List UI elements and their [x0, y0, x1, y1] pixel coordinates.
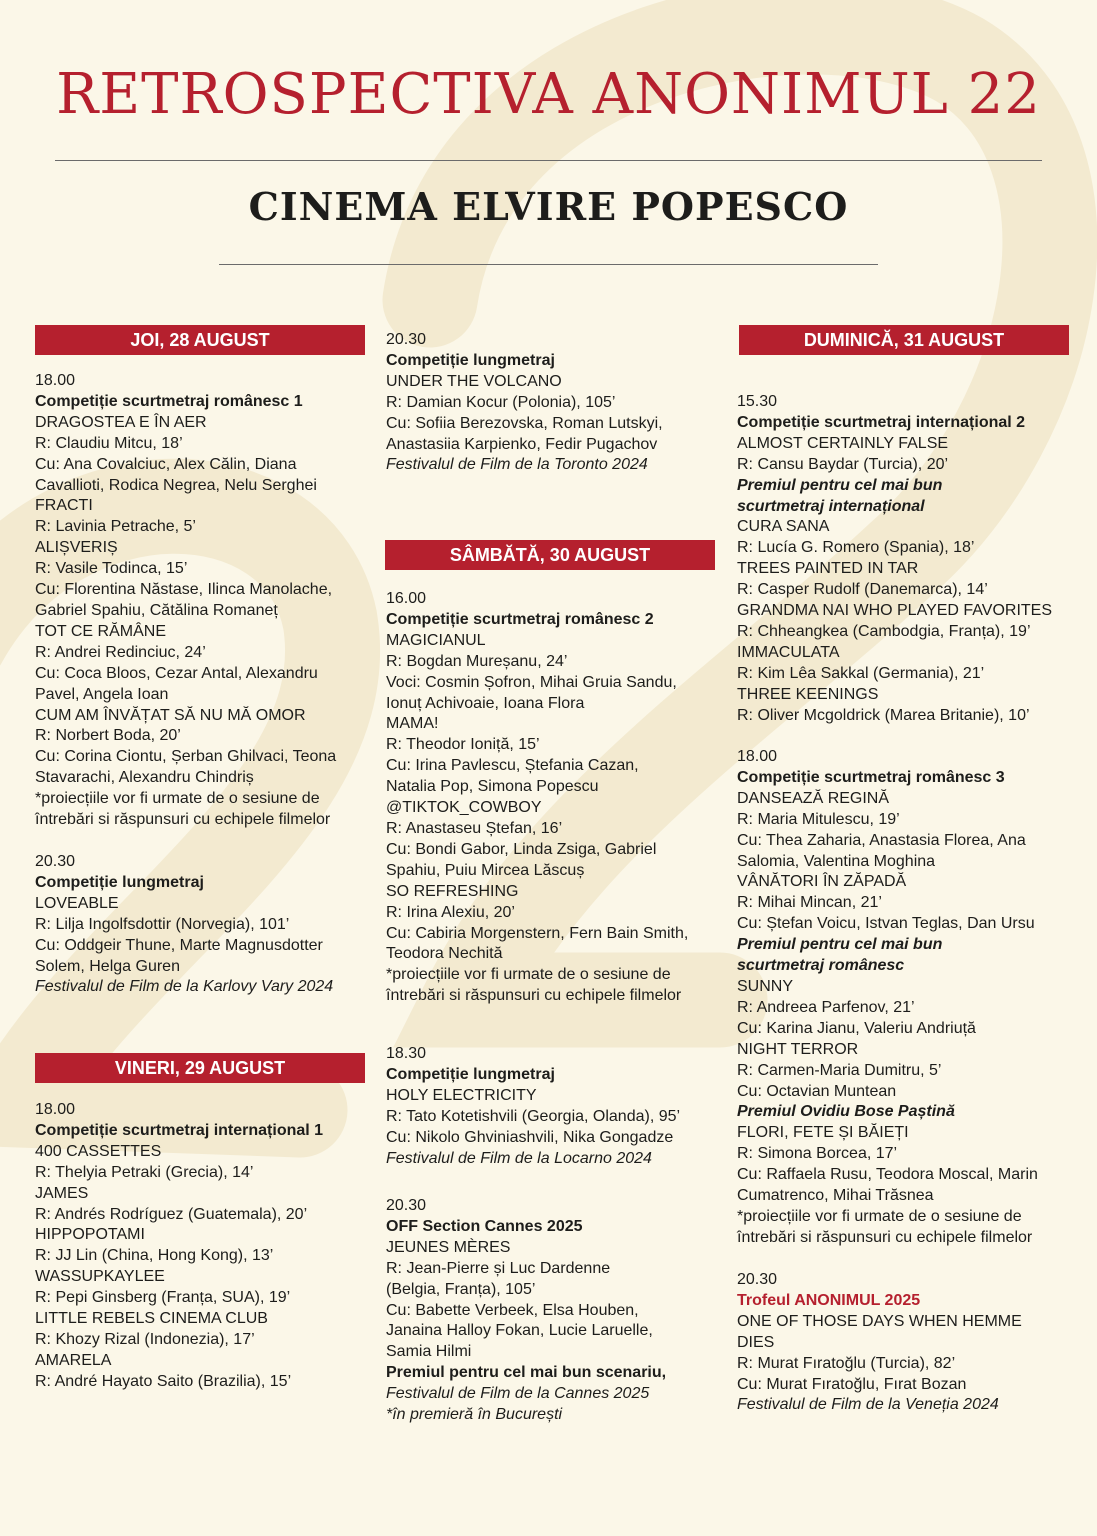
film-cast: Samia Hilmi — [386, 1343, 472, 1361]
film-title: @TIKTOK_COWBOY — [386, 799, 542, 817]
film-cast: Stavarachi, Alexandru Chindriș — [35, 769, 254, 787]
film-director: R: Lucía G. Romero (Spania), 18’ — [737, 539, 975, 557]
film-title: DRAGOSTEA E ÎN AER — [35, 413, 207, 431]
film-festival: Festivalul de Film de la Locarno 2024 — [386, 1149, 652, 1167]
session-section: Competiție lungmetraj — [386, 351, 555, 369]
session-note: întrebări si răspunsuri cu echipele filmelor — [737, 1228, 1033, 1246]
film-director: R: Claudiu Mitcu, 18’ — [35, 434, 183, 452]
film-title: UNDER THE VOLCANO — [386, 372, 562, 390]
session-time: 18.00 — [35, 372, 76, 389]
session-time: 20.30 — [386, 1197, 427, 1214]
session-joi-2030 — [35, 852, 333, 998]
session-vineri-2030 — [386, 330, 663, 476]
film-title: CURA SANA — [737, 518, 830, 536]
session-section: Trofeul ANONIMUL 2025 — [737, 1291, 921, 1309]
film-award: Premiul pentru cel mai bun — [737, 476, 943, 494]
session-section: Competiție lungmetraj — [35, 873, 204, 891]
film-title: ONE OF THOSE DAYS WHEN HEMME — [737, 1312, 1022, 1330]
film-title: SO REFRESHING — [386, 882, 519, 900]
film-festival: Festivalul de Film de la Toronto 2024 — [386, 456, 648, 474]
session-note: întrebări si răspunsuri cu echipele filmelor — [386, 987, 682, 1005]
film-director: R: JJ Lin (China, Hong Kong), 13’ — [35, 1247, 274, 1265]
film-cast: Anastasiia Karpienko, Fedir Pugachov — [386, 435, 658, 453]
session-sambata-16 — [386, 589, 688, 1007]
film-title: 400 CASSETTES — [35, 1142, 162, 1160]
film-festival: Festivalul de Film de la Cannes 2025 — [386, 1385, 650, 1403]
day-header-label: SÂMBĂTĂ, 30 AUGUST — [385, 540, 715, 570]
film-title: FRACTI — [35, 497, 93, 515]
film-cast: Cu: Nikolo Ghviniashvili, Nika Gongadze — [386, 1128, 674, 1146]
film-cast: Cu: Babette Verbeek, Elsa Houben, — [386, 1301, 639, 1319]
film-award: Premiul pentru cel mai bun — [737, 936, 943, 954]
film-director: R: Andrés Rodríguez (Guatemala), 20’ — [35, 1205, 308, 1223]
film-cast: Cu: Florentina Năstase, Ilinca Manolache, — [35, 581, 333, 599]
film-director: R: Pepi Ginsberg (Franța, SUA), 19’ — [35, 1289, 291, 1307]
film-director: R: Vasile Todinca, 15’ — [35, 560, 188, 578]
day-header-label: DUMINICĂ, 31 AUGUST — [739, 325, 1069, 355]
film-title: NIGHT TERROR — [737, 1040, 859, 1058]
film-cast: Teodora Nechită — [386, 945, 503, 963]
film-title: ALMOST CERTAINLY FALSE — [737, 434, 949, 452]
film-director: R: Jean-Pierre și Luc Dardenne — [386, 1259, 611, 1277]
film-director: R: Tato Kotetishvili (Georgia, Olanda), 95’ — [386, 1107, 681, 1125]
film-title: JEUNES MÈRES — [386, 1238, 511, 1256]
film-title: AMARELA — [35, 1351, 112, 1369]
session-time: 15.30 — [737, 393, 778, 410]
film-award: scurtmetraj românesc — [737, 957, 905, 975]
film-director: R: Khozy Rizal (Indonezia), 17’ — [35, 1330, 255, 1348]
film-director: R: Thelyia Petraki (Grecia), 14’ — [35, 1163, 254, 1181]
film-cast: Cu: Corina Ciontu, Șerban Ghilvaci, Teona — [35, 748, 337, 766]
session-time: 20.30 — [35, 853, 76, 870]
session-section: Competiție scurtmetraj internațional 1 — [35, 1121, 324, 1139]
film-cast: Ionuț Achivoaie, Ioana Flora — [386, 694, 585, 712]
film-award: scurtmetraj internațional — [737, 497, 925, 515]
film-title: HIPPOPOTAMI — [35, 1226, 145, 1244]
film-director: R: Cansu Baydar (Turcia), 20’ — [737, 455, 949, 473]
day-header-label: JOI, 28 AUGUST — [35, 325, 365, 355]
film-cast: Cu: Octavian Muntean — [737, 1082, 897, 1100]
session-section: OFF Section Cannes 2025 — [386, 1217, 583, 1235]
film-director: R: Bogdan Mureșanu, 24’ — [386, 652, 568, 670]
session-section: Competiție scurtmetraj internațional 2 — [737, 413, 1026, 431]
film-director: R: Andrei Redinciuc, 24’ — [35, 643, 206, 661]
film-award: Premiul Ovidiu Bose Paștină — [737, 1103, 955, 1121]
film-director: R: Oliver Mcgoldrick (Marea Britanie), 10’ — [737, 706, 1030, 724]
film-festival: Festivalul de Film de la Karlovy Vary 2024 — [35, 978, 334, 996]
film-director: R: André Hayato Saito (Brazilia), 15’ — [35, 1372, 292, 1390]
day-header-vineri — [35, 1053, 365, 1083]
film-title: HOLY ELECTRICITY — [386, 1086, 537, 1104]
film-cast: Cu: Coca Bloos, Cezar Antal, Alexandru — [35, 664, 318, 682]
film-cast: Cu: Cabiria Morgenstern, Fern Bain Smith, — [386, 924, 689, 942]
film-director: R: Anastaseu Ștefan, 16’ — [386, 819, 563, 837]
film-cast: Janaina Halloy Fokan, Lucie Laruelle, — [386, 1322, 653, 1340]
film-cast: Salomia, Valentina Moghina — [737, 852, 936, 870]
film-director: R: Maria Mitulescu, 19’ — [737, 810, 900, 828]
film-cast: Cu: Bondi Gabor, Linda Zsiga, Gabriel — [386, 840, 657, 858]
film-cast: Gabriel Spahiu, Cătălina Romaneț — [35, 601, 278, 619]
film-director: R: Irina Alexiu, 20’ — [386, 903, 515, 921]
film-cast: Natalia Pop, Simona Popescu — [386, 778, 599, 796]
session-duminica-2030 — [737, 1270, 1022, 1416]
film-director: R: Kim Lêa Sakkal (Germania), 21’ — [737, 664, 985, 682]
day-header-sambata — [385, 540, 715, 570]
session-time: 20.30 — [386, 331, 427, 348]
film-title: LITTLE REBELS CINEMA CLUB — [35, 1310, 268, 1328]
day-header-duminica — [739, 325, 1069, 355]
film-director: R: Theodor Ioniță, 15’ — [386, 736, 540, 754]
film-title: THREE KEENINGS — [737, 685, 879, 703]
session-time: 18.00 — [737, 748, 778, 765]
session-time: 18.00 — [35, 1101, 76, 1118]
session-sambata-2030 — [386, 1196, 666, 1426]
film-director: R: Murat Fıratoğlu (Turcia), 82’ — [737, 1354, 956, 1372]
session-note: *proiecțiile vor fi urmate de o sesiune de — [737, 1207, 1022, 1225]
day-header-label: VINERI, 29 AUGUST — [35, 1053, 365, 1083]
session-section: Competiție scurtmetraj românesc 1 — [35, 392, 303, 410]
film-cast: Cu: Thea Zaharia, Anastasia Florea, Ana — [737, 831, 1026, 849]
film-cast: Cu: Karina Jianu, Valeriu Andriuță — [737, 1019, 976, 1037]
session-duminica-18 — [737, 747, 1038, 1249]
film-cast: Cu: Sofiia Berezovska, Roman Lutskyi, — [386, 414, 663, 432]
film-cast: Cu: Oddgeir Thune, Marte Magnusdotter — [35, 936, 323, 954]
session-joi-18 — [35, 371, 336, 831]
film-title: TOT CE RĂMÂNE — [35, 622, 166, 640]
film-cast: Cumatrenco, Mihai Trăsnea — [737, 1187, 934, 1205]
page-title: RETROSPECTIVA ANONIMUL 22 — [56, 62, 1041, 127]
session-duminica-1530 — [737, 392, 1052, 727]
film-award: Premiul pentru cel mai bun scenariu, — [386, 1364, 667, 1382]
film-cast: Cu: Irina Pavlescu, Ștefania Cazan, — [386, 757, 639, 775]
day-header-joi — [35, 325, 365, 355]
session-time: 20.30 — [737, 1271, 778, 1288]
film-title: DIES — [737, 1333, 775, 1351]
film-title: VÂNĂTORI ÎN ZĂPADĂ — [737, 873, 907, 891]
venue-subtitle: CINEMA ELVIRE POPESCO — [248, 184, 849, 229]
film-cast: Cavallioti, Rodica Negrea, Nelu Serghei — [35, 476, 317, 494]
session-time: 16.00 — [386, 590, 427, 607]
film-director: R: Mihai Mincan, 21’ — [737, 894, 882, 912]
film-title: MAGICIANUL — [386, 631, 486, 649]
film-director: (Belgia, Franța), 105’ — [386, 1280, 536, 1298]
film-cast: Cu: Raffaela Rusu, Teodora Moscal, Marin — [737, 1166, 1038, 1184]
premiere-note: *în premieră în București — [386, 1406, 563, 1424]
film-director: R: Andreea Parfenov, 21’ — [737, 998, 915, 1016]
film-director: R: Damian Kocur (Polonia), 105’ — [386, 393, 616, 411]
session-vineri-18 — [35, 1100, 323, 1393]
film-title: SUNNY — [737, 977, 794, 995]
film-cast: Voci: Cosmin Șofron, Mihai Gruia Sandu, — [386, 673, 677, 691]
film-title: WASSUPKAYLEE — [35, 1268, 165, 1286]
film-title: IMMACULATA — [737, 643, 840, 661]
film-title: DANSEAZĂ REGINĂ — [737, 789, 890, 807]
film-cast: Cu: Ana Covalciuc, Alex Călin, Diana — [35, 455, 297, 473]
film-cast: Cu: Ștefan Voicu, Istvan Teglas, Dan Ursu — [737, 915, 1035, 933]
film-title: CUM AM ÎNVĂȚAT SĂ NU MĂ OMOR — [35, 706, 306, 724]
subtitle-divider — [219, 264, 878, 265]
film-director: R: Chheangkea (Cambodgia, Franța), 19’ — [737, 622, 1031, 640]
film-title: TREES PAINTED IN TAR — [737, 560, 919, 578]
title-divider — [55, 160, 1042, 161]
session-section: Competiție scurtmetraj românesc 2 — [386, 610, 654, 628]
film-cast: Pavel, Angela Ioan — [35, 685, 169, 703]
film-title: FLORI, FETE ȘI BĂIEȚI — [737, 1124, 909, 1142]
film-cast: Solem, Helga Guren — [35, 957, 180, 975]
film-director: R: Casper Rudolf (Danemarca), 14’ — [737, 581, 988, 599]
film-title: GRANDMA NAI WHO PLAYED FAVORITES — [737, 602, 1053, 620]
film-director: R: Lilja Ingolfsdottir (Norvegia), 101’ — [35, 915, 290, 933]
film-title: LOVEABLE — [35, 894, 119, 912]
session-note: întrebări si răspunsuri cu echipele filmelor — [35, 811, 331, 829]
session-section: Competiție scurtmetraj românesc 3 — [737, 768, 1005, 786]
session-note: *proiecțiile vor fi urmate de o sesiune de — [35, 790, 320, 808]
film-title: JAMES — [35, 1184, 89, 1202]
film-director: R: Lavinia Petrache, 5’ — [35, 518, 196, 536]
film-director: R: Carmen-Maria Dumitru, 5’ — [737, 1061, 942, 1079]
film-cast: Spahiu, Puiu Mircea Lăscuș — [386, 861, 585, 879]
film-director: R: Simona Borcea, 17’ — [737, 1145, 898, 1163]
film-title: MAMA! — [386, 715, 439, 733]
session-time: 18.30 — [386, 1045, 427, 1062]
session-section: Competiție lungmetraj — [386, 1065, 555, 1083]
session-note: *proiecțiile vor fi urmate de o sesiune de — [386, 966, 671, 984]
film-cast: Cu: Murat Fıratoğlu, Fırat Bozan — [737, 1375, 967, 1393]
film-title: ALIȘVERIȘ — [35, 539, 118, 557]
session-sambata-1830 — [386, 1044, 680, 1169]
film-director: R: Norbert Boda, 20’ — [35, 727, 181, 745]
film-festival: Festivalul de Film de la Veneția 2024 — [737, 1396, 999, 1414]
